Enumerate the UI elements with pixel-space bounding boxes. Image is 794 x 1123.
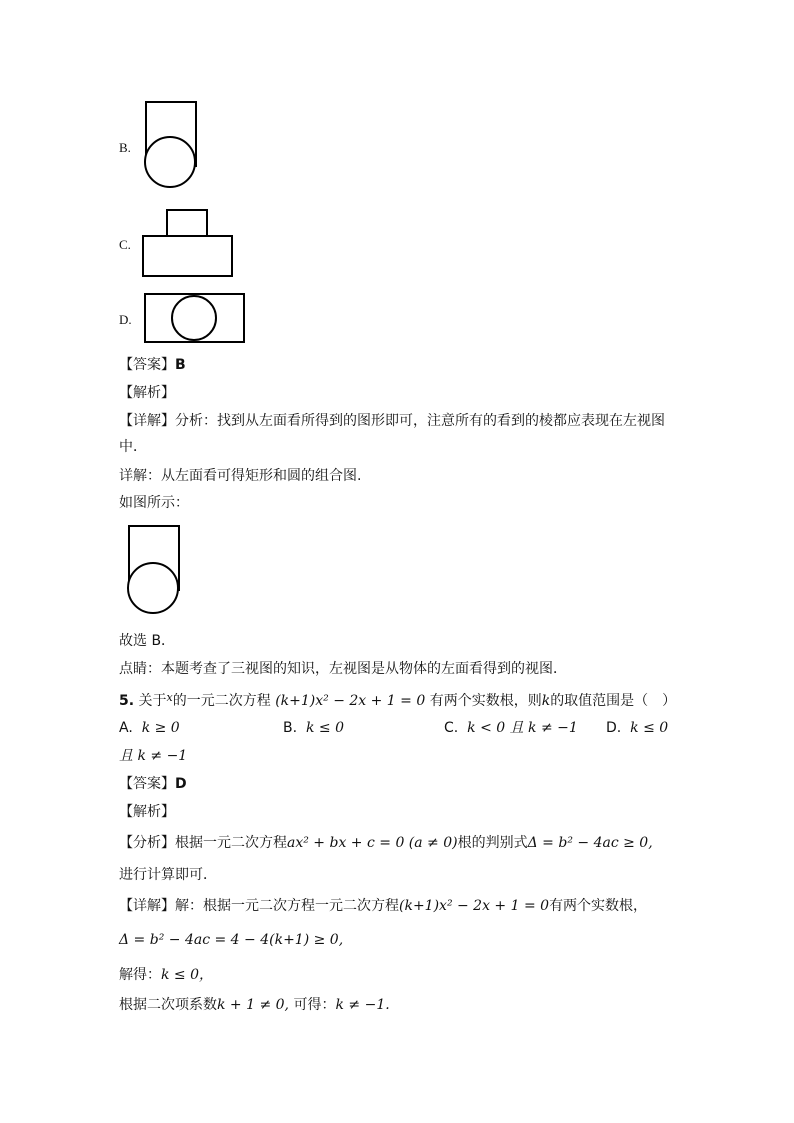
q5-option-b: B. k ≤ 0 <box>283 720 344 736</box>
q4-detail-line2: 中． <box>119 439 147 455</box>
option-b-label: B. <box>119 140 131 155</box>
q5-option-d: D. k ≤ 0 <box>606 720 669 736</box>
q5-analysis-line2: 进行计算即可． <box>119 867 217 883</box>
q4-comment: 点睛：本题考查了三视图的知识，左视图是从物体的左面看得到的视图． <box>119 661 567 677</box>
q4-analysis-tag: 【解析】 <box>119 385 175 401</box>
q5-answer: 【答案】D <box>119 776 187 792</box>
q5-coef-line: 根据二次项系数k + 1 ≠ 0, 可得：k ≠ −1. <box>119 997 390 1013</box>
q4-detail-line3: 详解：从左面看可得矩形和圆的组合图. <box>119 468 362 484</box>
figure-option-d <box>141 291 247 345</box>
figure-option-c <box>140 207 234 281</box>
q5-option-d-cont: 且 k ≠ −1 <box>119 748 188 764</box>
q4-detail-line4: 如图所示： <box>119 495 189 511</box>
q5-stem: 5. 关于$^x$的一元二次方程 (k+1)x² − 2x + 1 = 0 有两个实数根，则k的取值范围是（ ） <box>119 691 677 709</box>
option-d-label: D. <box>119 312 132 327</box>
figure-solution <box>123 522 185 618</box>
q5-detail-line: 【详解】解：根据一元二次方程一元二次方程(k+1)x² − 2x + 1 = 0有两个实数根， <box>119 898 648 914</box>
q5-option-a: A. k ≥ 0 <box>119 720 180 736</box>
figure-option-b <box>140 98 202 194</box>
q5-solve-line: 解得：k ≤ 0， <box>119 967 214 983</box>
q5-option-c: C. k < 0 且 k ≠ −1 <box>444 720 578 736</box>
q4-conclusion: 故选 B． <box>119 633 176 649</box>
option-c-label: C. <box>119 237 131 252</box>
q5-analysis-tag: 【解析】 <box>119 804 175 820</box>
q4-answer: 【答案】B <box>119 357 186 373</box>
q4-detail-line1: 【详解】分析：找到从左面看所得到的图形即可，注意所有的看到的棱都应表现在左视图 <box>119 413 665 429</box>
q5-delta-line: Δ = b² − 4ac = 4 − 4(k+1) ≥ 0, <box>119 932 344 948</box>
q5-analysis-line1: 【分析】根据一元二次方程ax² + bx + c = 0 (a ≠ 0)根的判别式Δ = b² − 4ac ≥ 0, <box>119 835 653 851</box>
